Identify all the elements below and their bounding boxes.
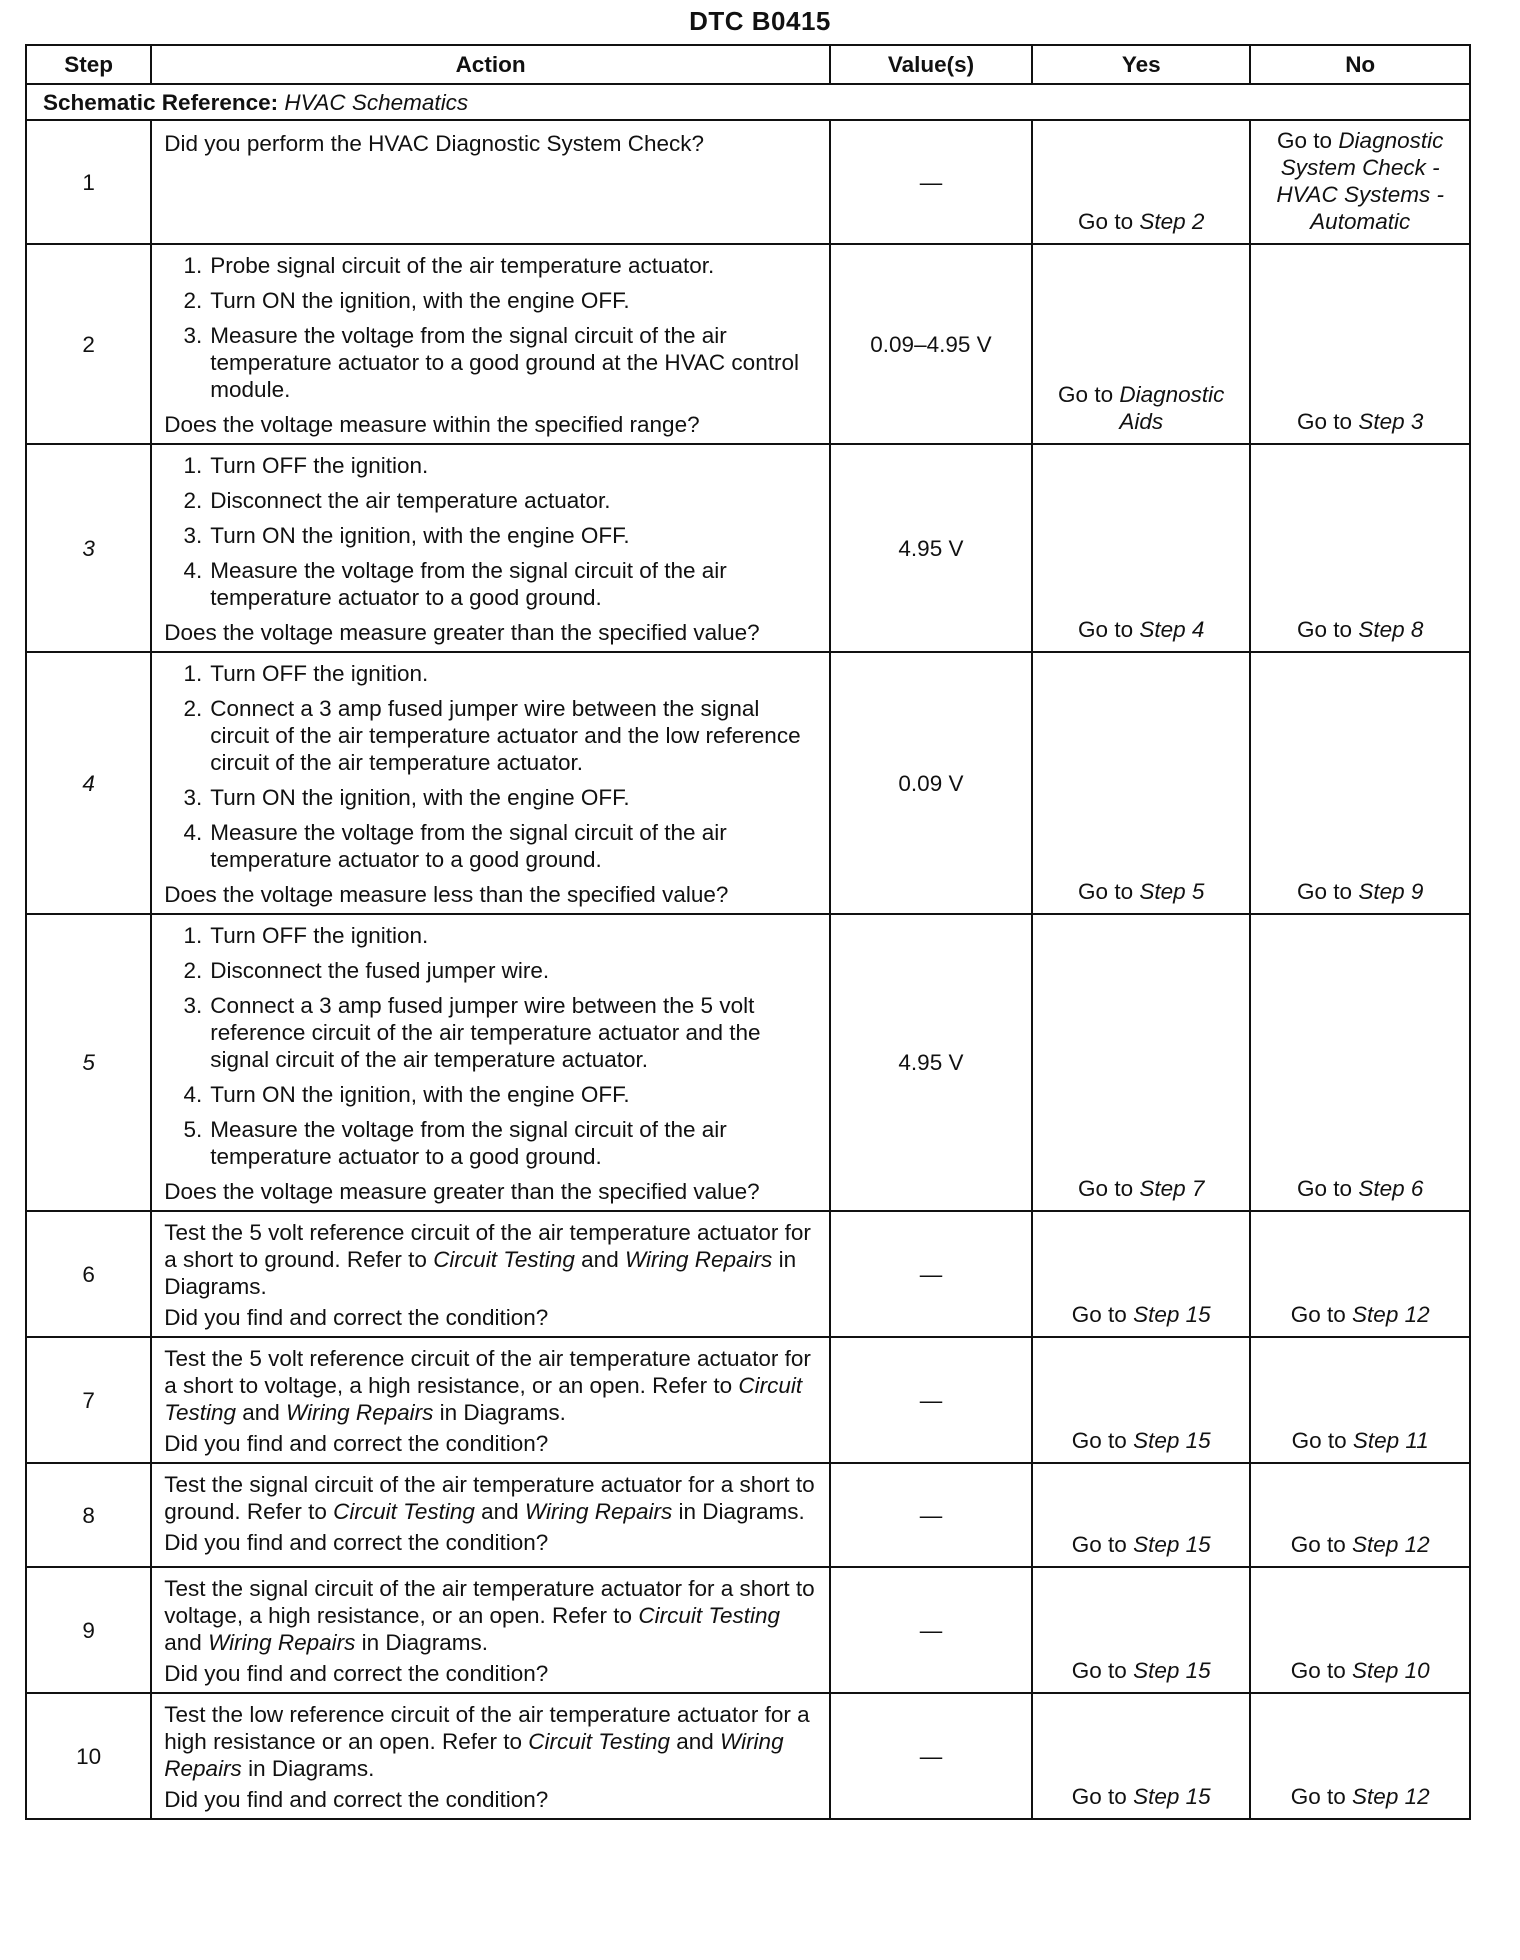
action-cell bbox=[151, 1693, 830, 1819]
test-instruction-text: Test the signal circuit of the air temperature actuator for a short to voltage, a high resistance, or an open. Refer to bbox=[164, 1576, 815, 1628]
action-step-text: Probe signal circuit of the air temperature actuator. bbox=[210, 253, 715, 278]
action-step bbox=[164, 660, 821, 687]
action-cell bbox=[151, 652, 830, 914]
test-instruction-text: Test the signal circuit of the air temperature actuator for a short to ground. Refer to bbox=[164, 1472, 815, 1524]
no-action bbox=[1250, 652, 1470, 914]
table-row bbox=[26, 244, 1470, 444]
action-step-list bbox=[164, 922, 821, 1170]
action-step bbox=[164, 784, 821, 811]
schematic-reference-row bbox=[26, 84, 1470, 120]
reference-link[interactable]: Wiring Repairs bbox=[208, 1630, 356, 1655]
action-step-text: Turn OFF the ignition. bbox=[210, 661, 429, 686]
action-step-number: 2. bbox=[183, 696, 203, 721]
table-row bbox=[26, 120, 1470, 244]
test-instruction-text: and bbox=[164, 1630, 209, 1655]
no-action bbox=[1250, 1463, 1470, 1567]
no-goto-link[interactable]: Step 11 bbox=[1352, 1428, 1429, 1453]
table-row bbox=[26, 1693, 1470, 1819]
dtc-procedure-table bbox=[25, 44, 1471, 1820]
no-goto-text: Go to bbox=[1290, 1302, 1346, 1327]
no-goto-text: Go to bbox=[1297, 409, 1353, 434]
test-instruction-text: and bbox=[236, 1400, 287, 1425]
action-step-number: 4. bbox=[183, 820, 203, 845]
action-cell bbox=[151, 244, 830, 444]
action-step-number: 3. bbox=[183, 993, 203, 1018]
action-step-text: Turn ON the ignition, with the engine OFF. bbox=[210, 785, 630, 810]
action-step bbox=[164, 252, 821, 279]
column-header-step: Step bbox=[26, 45, 151, 84]
specified-value: — bbox=[830, 1463, 1032, 1567]
step-number: 10 bbox=[26, 1693, 151, 1819]
test-instruction-text: and bbox=[669, 1729, 721, 1754]
action-step-text: Turn ON the ignition, with the engine OFF. bbox=[210, 288, 630, 313]
step-number: 3 bbox=[26, 444, 151, 652]
yes-goto-link[interactable]: Step 15 bbox=[1133, 1532, 1211, 1557]
step-number: 7 bbox=[26, 1337, 151, 1463]
diagnostic-question: Did you find and correct the condition? bbox=[164, 1787, 549, 1812]
yes-action bbox=[1032, 914, 1250, 1211]
action-step-text: Disconnect the fused jumper wire. bbox=[210, 958, 550, 983]
action-cell bbox=[151, 1463, 830, 1567]
no-goto-text: Go to bbox=[1297, 617, 1353, 642]
document-title: DTC B0415 bbox=[689, 6, 831, 36]
diagnostic-question: Does the voltage measure greater than the specified value? bbox=[164, 1179, 760, 1204]
test-instruction bbox=[164, 1471, 821, 1525]
action-step bbox=[164, 957, 821, 984]
no-action bbox=[1250, 1211, 1470, 1337]
yes-action bbox=[1032, 244, 1250, 444]
reference-link[interactable]: Wiring Repairs bbox=[286, 1400, 434, 1425]
action-step-text: Measure the voltage from the signal circuit of the air temperature actuator to a good ground. bbox=[210, 820, 727, 872]
action-step bbox=[164, 695, 821, 776]
table-row bbox=[26, 1211, 1470, 1337]
action-step-number: 3. bbox=[183, 523, 203, 548]
action-step-text: Connect a 3 amp fused jumper wire between the signal circuit of the air temperature actuator and the low reference circuit of the air temperature actuator. bbox=[210, 696, 801, 775]
diagnostic-question: Did you find and correct the condition? bbox=[164, 1305, 549, 1330]
no-goto-text: Go to bbox=[1291, 1428, 1347, 1453]
schematic-reference-link[interactable]: HVAC Schematics bbox=[284, 89, 469, 115]
reference-link[interactable]: Circuit Testing bbox=[528, 1729, 670, 1754]
yes-goto-text: Go to bbox=[1071, 1658, 1127, 1683]
action-cell bbox=[151, 1567, 830, 1693]
test-instruction bbox=[164, 1575, 821, 1656]
action-step-text: Disconnect the air temperature actuator. bbox=[210, 488, 611, 513]
step-number: 2 bbox=[26, 244, 151, 444]
action-step-text: Turn ON the ignition, with the engine OFF. bbox=[210, 523, 630, 548]
step-number: 9 bbox=[26, 1567, 151, 1693]
action-step-number: 1. bbox=[183, 453, 203, 478]
no-goto-link[interactable]: Step 12 bbox=[1352, 1302, 1430, 1327]
specified-value: 4.95 V bbox=[830, 444, 1032, 652]
reference-link[interactable]: Circuit Testing bbox=[433, 1247, 575, 1272]
yes-goto-text: Go to bbox=[1071, 1784, 1127, 1809]
yes-goto-link[interactable]: Step 15 bbox=[1133, 1428, 1211, 1453]
yes-goto-text: Go to bbox=[1078, 1176, 1134, 1201]
action-step bbox=[164, 522, 821, 549]
yes-goto-link[interactable]: Step 15 bbox=[1133, 1658, 1211, 1683]
no-action bbox=[1250, 120, 1470, 244]
yes-goto-link[interactable]: Step 15 bbox=[1133, 1784, 1211, 1809]
yes-goto-text: Go to bbox=[1071, 1428, 1127, 1453]
table-row bbox=[26, 1337, 1470, 1463]
action-step-number: 4. bbox=[183, 558, 203, 583]
specified-value: — bbox=[830, 1567, 1032, 1693]
action-step bbox=[164, 452, 821, 479]
test-instruction-text: in Diagrams. bbox=[355, 1630, 488, 1655]
reference-link[interactable]: Wiring Repairs bbox=[624, 1247, 773, 1272]
reference-link[interactable]: Circuit Testing bbox=[164, 1373, 803, 1425]
reference-link[interactable]: Circuit Testing bbox=[333, 1499, 475, 1524]
specified-value: 0.09 V bbox=[830, 652, 1032, 914]
action-step-text: Measure the voltage from the signal circuit of the air temperature actuator to a good ground at the HVAC control module. bbox=[210, 323, 799, 402]
yes-action bbox=[1032, 1211, 1250, 1337]
specified-value: 4.95 V bbox=[830, 914, 1032, 1211]
schematic-reference-label: Schematic Reference: bbox=[43, 89, 279, 115]
no-goto-link[interactable]: Step 9 bbox=[1358, 879, 1424, 904]
action-step-number: 1. bbox=[183, 661, 203, 686]
action-step bbox=[164, 1116, 821, 1170]
action-cell bbox=[151, 120, 830, 244]
yes-goto-text: Go to bbox=[1078, 879, 1134, 904]
diagnostic-question: Does the voltage measure within the specified range? bbox=[164, 412, 700, 437]
yes-action bbox=[1032, 444, 1250, 652]
table-header-row bbox=[26, 45, 1470, 84]
action-step bbox=[164, 322, 821, 403]
yes-goto-text: Go to bbox=[1078, 617, 1134, 642]
diagnostic-question: Did you find and correct the condition? bbox=[164, 1431, 549, 1456]
test-instruction-text: Test the 5 volt reference circuit of the air temperature actuator for a short to voltage, a high resistance, or an open. Refer to bbox=[164, 1346, 811, 1398]
table-row bbox=[26, 652, 1470, 914]
diagnostic-question: Did you find and correct the condition? bbox=[164, 1661, 549, 1686]
action-step-number: 1. bbox=[183, 253, 203, 278]
no-action bbox=[1250, 444, 1470, 652]
no-goto-link[interactable]: Step 12 bbox=[1352, 1784, 1430, 1809]
no-goto-link[interactable]: Step 3 bbox=[1358, 409, 1424, 434]
no-goto-text: Go to bbox=[1297, 879, 1353, 904]
yes-goto-link[interactable]: Step 15 bbox=[1133, 1302, 1211, 1327]
schematic-reference bbox=[26, 84, 1470, 120]
test-instruction-text: and bbox=[474, 1499, 525, 1524]
action-step-text: Measure the voltage from the signal circuit of the air temperature actuator to a good ground. bbox=[210, 558, 727, 610]
column-header-action: Action bbox=[151, 45, 830, 84]
specified-value: — bbox=[830, 1693, 1032, 1819]
yes-action bbox=[1032, 1567, 1250, 1693]
test-instruction bbox=[164, 1219, 821, 1300]
action-step bbox=[164, 557, 821, 611]
step-number: 5 bbox=[26, 914, 151, 1211]
action-step-list bbox=[164, 660, 821, 873]
no-action bbox=[1250, 244, 1470, 444]
action-step bbox=[164, 487, 821, 514]
action-step-number: 4. bbox=[183, 1082, 203, 1107]
column-header-yes: Yes bbox=[1032, 45, 1250, 84]
no-goto-link[interactable]: Step 10 bbox=[1352, 1658, 1430, 1683]
yes-goto-text: Go to bbox=[1058, 382, 1114, 407]
action-cell bbox=[151, 444, 830, 652]
no-action bbox=[1250, 914, 1470, 1211]
no-goto-link[interactable]: Diagnostic System Check - HVAC Systems - Automatic bbox=[1276, 128, 1444, 234]
no-action bbox=[1250, 1567, 1470, 1693]
table-row bbox=[26, 444, 1470, 652]
diagnostic-question: Did you find and correct the condition? bbox=[164, 1530, 549, 1555]
yes-goto-text: Go to bbox=[1078, 209, 1134, 234]
specified-value: — bbox=[830, 1337, 1032, 1463]
step-number: 1 bbox=[26, 120, 151, 244]
no-goto-text: Go to bbox=[1290, 1784, 1346, 1809]
no-action bbox=[1250, 1693, 1470, 1819]
yes-action bbox=[1032, 1337, 1250, 1463]
action-step-number: 2. bbox=[183, 958, 203, 983]
column-header-values: Value(s) bbox=[830, 45, 1032, 84]
no-goto-text: Go to bbox=[1297, 1176, 1353, 1201]
action-cell bbox=[151, 1337, 830, 1463]
specified-value: 0.09–4.95 V bbox=[830, 244, 1032, 444]
reference-link[interactable]: Wiring Repairs bbox=[164, 1729, 784, 1781]
test-instruction-text: and bbox=[574, 1247, 625, 1272]
action-step-text: Measure the voltage from the signal circuit of the air temperature actuator to a good ground. bbox=[210, 1117, 727, 1169]
yes-goto-text: Go to bbox=[1071, 1302, 1127, 1327]
diagnostic-question: Did you perform the HVAC Diagnostic System Check? bbox=[164, 131, 705, 156]
action-step-list bbox=[164, 452, 821, 611]
action-cell bbox=[151, 914, 830, 1211]
yes-goto-link[interactable]: Step 2 bbox=[1139, 209, 1205, 234]
column-header-no: No bbox=[1250, 45, 1470, 84]
no-goto-link[interactable]: Step 8 bbox=[1358, 617, 1424, 642]
action-step-number: 2. bbox=[183, 488, 203, 513]
diagnostic-question: Does the voltage measure greater than the specified value? bbox=[164, 620, 760, 645]
test-instruction bbox=[164, 1345, 821, 1426]
action-step bbox=[164, 992, 821, 1073]
diagnostic-question: Does the voltage measure less than the specified value? bbox=[164, 882, 729, 907]
action-cell bbox=[151, 1211, 830, 1337]
reference-link[interactable]: Circuit Testing bbox=[638, 1603, 781, 1628]
step-number: 4 bbox=[26, 652, 151, 914]
no-goto-text: Go to bbox=[1277, 128, 1333, 153]
yes-action bbox=[1032, 652, 1250, 914]
yes-action bbox=[1032, 1693, 1250, 1819]
no-goto-link[interactable]: Step 12 bbox=[1352, 1532, 1430, 1557]
specified-value: — bbox=[830, 1211, 1032, 1337]
no-action bbox=[1250, 1337, 1470, 1463]
yes-goto-text: Go to bbox=[1071, 1532, 1127, 1557]
action-step-text: Connect a 3 amp fused jumper wire between the 5 volt reference circuit of the air temperature actuator and the signal circuit of the air temperature actuator. bbox=[210, 993, 761, 1072]
yes-goto-link[interactable]: Step 5 bbox=[1139, 879, 1205, 904]
action-step bbox=[164, 1081, 821, 1108]
no-goto-text: Go to bbox=[1290, 1532, 1346, 1557]
table-row bbox=[26, 914, 1470, 1211]
yes-action bbox=[1032, 120, 1250, 244]
action-step-text: Turn OFF the ignition. bbox=[210, 453, 429, 478]
test-instruction-text: Test the 5 volt reference circuit of the air temperature actuator for a short to ground. Refer to bbox=[164, 1220, 811, 1272]
action-step-text: Turn OFF the ignition. bbox=[210, 923, 429, 948]
action-step-number: 1. bbox=[183, 923, 203, 948]
step-number: 6 bbox=[26, 1211, 151, 1337]
step-number: 8 bbox=[26, 1463, 151, 1567]
specified-value: — bbox=[830, 120, 1032, 244]
test-instruction-text: Test the low reference circuit of the air temperature actuator for a high resistance or an open. Refer to bbox=[164, 1702, 810, 1754]
no-goto-text: Go to bbox=[1290, 1658, 1346, 1683]
action-step-text: Turn ON the ignition, with the engine OFF. bbox=[210, 1082, 630, 1107]
test-instruction-text: in Diagrams. bbox=[241, 1756, 375, 1781]
yes-goto-link[interactable]: Step 4 bbox=[1139, 617, 1205, 642]
action-step-number: 5. bbox=[183, 1117, 203, 1142]
reference-link[interactable]: Wiring Repairs bbox=[524, 1499, 673, 1524]
yes-goto-link[interactable]: Diagnostic Aids bbox=[1119, 382, 1225, 434]
action-step-number: 2. bbox=[183, 288, 203, 313]
test-instruction-text: in Diagrams. bbox=[672, 1499, 805, 1524]
action-step bbox=[164, 922, 821, 949]
test-instruction-text: in Diagrams. bbox=[164, 1247, 797, 1299]
action-step bbox=[164, 819, 821, 873]
test-instruction bbox=[164, 1701, 821, 1782]
test-instruction-text: in Diagrams. bbox=[433, 1400, 566, 1425]
action-step-number: 3. bbox=[183, 785, 203, 810]
action-step bbox=[164, 287, 821, 314]
table-row bbox=[26, 1567, 1470, 1693]
action-step-list bbox=[164, 252, 821, 403]
yes-goto-link[interactable]: Step 7 bbox=[1139, 1176, 1205, 1201]
table-row bbox=[26, 1463, 1470, 1567]
no-goto-link[interactable]: Step 6 bbox=[1358, 1176, 1424, 1201]
action-step-number: 3. bbox=[183, 323, 203, 348]
yes-action bbox=[1032, 1463, 1250, 1567]
